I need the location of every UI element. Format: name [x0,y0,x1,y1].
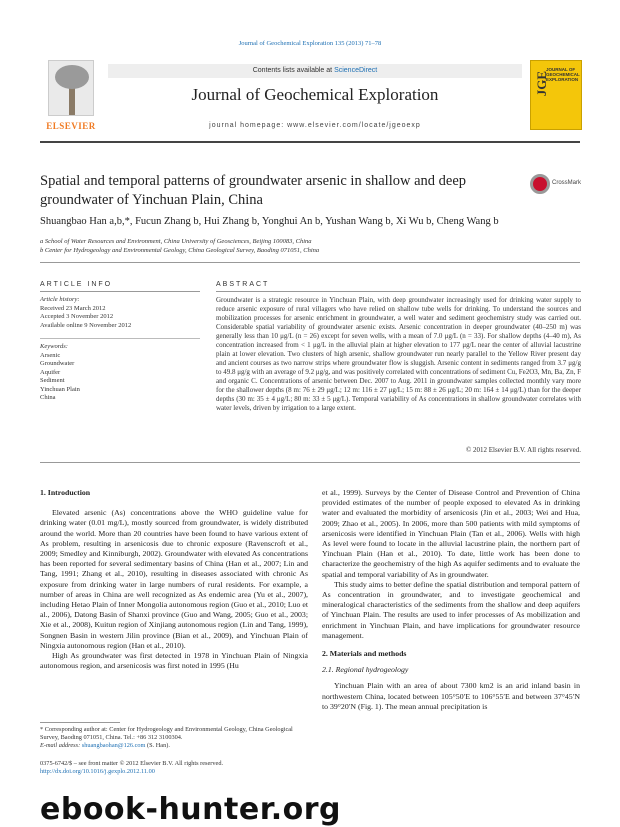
tree-logo-icon [48,60,94,116]
section-heading-intro: 1. Introduction [40,488,91,497]
subsection-heading: 2.1. Regional hydrogeology [322,665,409,675]
affiliation-a: a School of Water Resources and Environment, China University of Geosciences, Beijing 100083, China [40,238,312,245]
keywords-rule [40,338,200,339]
history-label: Article history: [40,296,80,303]
email-label: E-mail address: [40,742,82,749]
keyword: China [40,394,56,401]
journal-citation[interactable]: Journal of Geochemical Exploration 135 (2013) 71–78 [238,40,382,47]
journal-homepage[interactable]: journal homepage: www.elsevier.com/locate/jgeoexp [209,122,421,129]
right-paragraph-3: Yinchuan Plain with an area of about 7300 km2 is an arid inland basin in northwestern China, located between 105°50′E to 106°55′E and between 37°45′N to 39°20′N (Fig. 1). The mean annual precipitation is [322,681,580,711]
received-date: Received 23 March 2012 [40,304,106,312]
crossmark-badge[interactable] [530,172,582,196]
doi-link[interactable]: http://dx.doi.org/10.1016/j.gexplo.2012.11.00 [40,768,155,775]
footnote [40,726,308,750]
article-info-heading: ARTICLE INFO [40,281,113,288]
keyword: Yinchuan Plain [40,385,80,393]
footnote-rule [40,722,120,723]
author-list: Shuangbao Han a,b,*, Fucun Zhang b, Hui Zhang b, Yonghui An b, Yushan Wang b, Xi Wu b, Cheng Wang b [40,216,499,227]
keyword: Aquifer [40,368,61,376]
watermark-text: ebook-hunter.org [40,792,341,827]
paper-title: Spatial and temporal patterns of groundwater arsenic in shallow and deep groundwater of Yinchuan Plain, China [40,173,467,208]
corresponding-author-note: * Corresponding author at: Center for Hydrogeology and Environmental Geology, China Geological Survey, Baoding 071051, China. Tel.: +86 312 3100304. [40,726,293,741]
journal-cover [530,60,582,130]
abstract-rule [216,291,581,292]
left-column [40,488,308,671]
keyword: Arsenic [40,351,61,359]
issn-line: 0375-6742/$ – see front matter © 2012 Elsevier B.V. All rights reserved. [40,760,224,767]
footer-issn [40,760,308,776]
email-suffix: (S. Han). [145,742,170,749]
affiliation-b: b Center for Hydrogeology and Environmental Geology, China Geological Survey, Baoding 071051, China [40,247,320,254]
right-paragraph-2: This study aims to better define the spatial distribution and temporal pattern of As concentration in groundwater, and to investigate geochemical and mineralogical characteristics of the sediments from the shallow and deep aquifers of Yinchuan Plain. The results are used to infer processes of As mobilization and enrichment in Yinchuan Plain, and have implications for groundwater resource management. [322,579,580,640]
affiliation-divider [40,262,580,263]
right-column [322,488,580,712]
keywords-label: Keywords: [40,343,68,350]
email-line [40,742,308,750]
contents-band [108,64,522,78]
journal-title: Journal of Geochemical Exploration [191,85,439,104]
section-heading-methods: 2. Materials and methods [322,649,407,659]
sciencedirect-link[interactable]: ScienceDirect [334,67,378,74]
online-date: Available online 9 November 2012 [40,321,132,329]
abstract-heading: ABSTRACT [216,281,270,288]
abstract-copyright: © 2012 Elsevier B.V. All rights reserved. [465,446,581,454]
email-link[interactable]: shuangbaohan@126.com [81,742,146,749]
cover-title: JOURNAL OF GEOCHEMICAL EXPLORATION [546,67,580,82]
article-info [40,296,160,403]
intro-paragraph-2: High As groundwater was first detected in 1978 in Yinchuan Plain of Ningxia autonomous region, and arsenicosis was first noted in 1995 (Hu [40,651,308,671]
elsevier-logo [40,60,102,133]
info-rule [40,291,200,292]
right-paragraph-1: et al., 1999). Surveys by the Center of Disease Control and Prevention of China provided estimates of the number of people exposed to elevated As in drinking water and evaluated the morbidity of arsenicosis (Jin et al., 2003; Wei and Hua, 2009; Zhao et al., 2005). In 2006, more than 500 patients with mild symptoms of arsenicosis were identified in Yinchuan Plain (Tan et al., 2006). Wells with high As level were found to locate in the alluvial lacustrine plain, the northern part of Yinchuan Plain (Han et al., 2010). To date, little work has been done to characterize the geochemistry of the high As aquifer sediments and to evaluate the spatial and temporal variability of As in groundwater. [322,488,580,579]
contents-prefix: Contents lists available at [252,67,335,74]
abstract-end-rule [40,462,580,463]
crossmark-icon [530,174,550,194]
keyword: Groundwater [40,360,75,367]
intro-paragraph-1: Elevated arsenic (As) concentrations above the WHO guideline value for drinking water (0.01 mg/L), mostly sourced from groundwater, is widely distributed around the world. More than 20 countries have been found to have various extent of As problem, resulting in arsenicosis due to chronic exposure (Ravenscroft et al., 2009; Smedley and Kinniburgh, 2002). Groundwater with elevated As concentrations has been reported for several sedimentary basins of China (Han et al., 2007; Lin and Tang, 1991; Zhang et al., 2010), resulting in diseases associated with chronic As exposure from drinking water in large numbers of rural residents. For example, a number of areas in China are well recognized as As endemic area (Yu et al., 2007), including Hetao Plain of Inner Mongolia autonomous region (Guo et al., 2010; Luo et al., 2006), Datong Basin of Shanxi province (Guo and Wang, 2005; Guo et al., 2003; Xie et al., 2008), Kuitun region of Xinjiang autonomous region (Lin and Tang, 1999), Songnen Basin in western Jilin province (Bian et al., 2009), and Yinchuan Plain of Ningxia autonomous region (Han et al., 2010). [40,508,308,650]
crossmark-label: CrossMark [552,180,582,186]
accepted-date: Accepted 3 November 2012 [40,313,114,320]
cover-abbrev: JGE [534,71,549,97]
keyword: Sediment [40,377,65,384]
abstract-body: Groundwater is a strategic resource in Yinchuan Plain, with deep groundwater increasingly used for drinking water supply to reduce arsenic exposure of rural villagers who have relied on shallow tube wells for drinking. To understand the sources and mobilization processes for arsenic enrichment in groundwater, a well water and sediment geochemistry study was carried out. Considerable spatial variability of groundwater arsenic exists. Arsenic concentration in deeper groundwater (40–250 m) was generally less than 10 μg/L (n = 26) except for seven wells, with a mean of 7.0 μg/L (n = 33). For shallow depths (4–40 m), As concentration increased from < 1 μg/L in the alluvial plain at higher elevation to 177 μg/L near the center of alluvial lacustrine plain at lower elevation. Two clusters of high arsenic, shallow groundwater run nearly parallel to the Yellow River present day and ancient courses as two narrow strips where groundwater flow is sluggish. Arsenic content in sediments ranged from 3.7 μg/g to 49.8 μg/g with an average of 9.2 μg/g, and was positively correlated with concentrations of sediment Cu, Fe2O3, Mn, Ba, Zn, F and organic C. Concentrations of arsenic between Dec. 2007 to Aug. 2011 in groundwater samples collected monthly vary more for the shallower depths (8 m: 76 ± 29 μg/L; 12 m: 116 ± 27 μg/L; 15 m: 88 ± 26 μg/L; 20 m: 164 ± 14 μg/L) than for the deeper depths (30 m: 35 ± 4 μg/L; 80 m: 33 ± 5 μg/L). Temporal variability of As concentrations in shallow groundwater correlates with water levels, driven by irrigation to a large extent. [216,296,581,412]
header-divider [40,141,580,143]
publisher-name: ELSEVIER [46,121,96,131]
